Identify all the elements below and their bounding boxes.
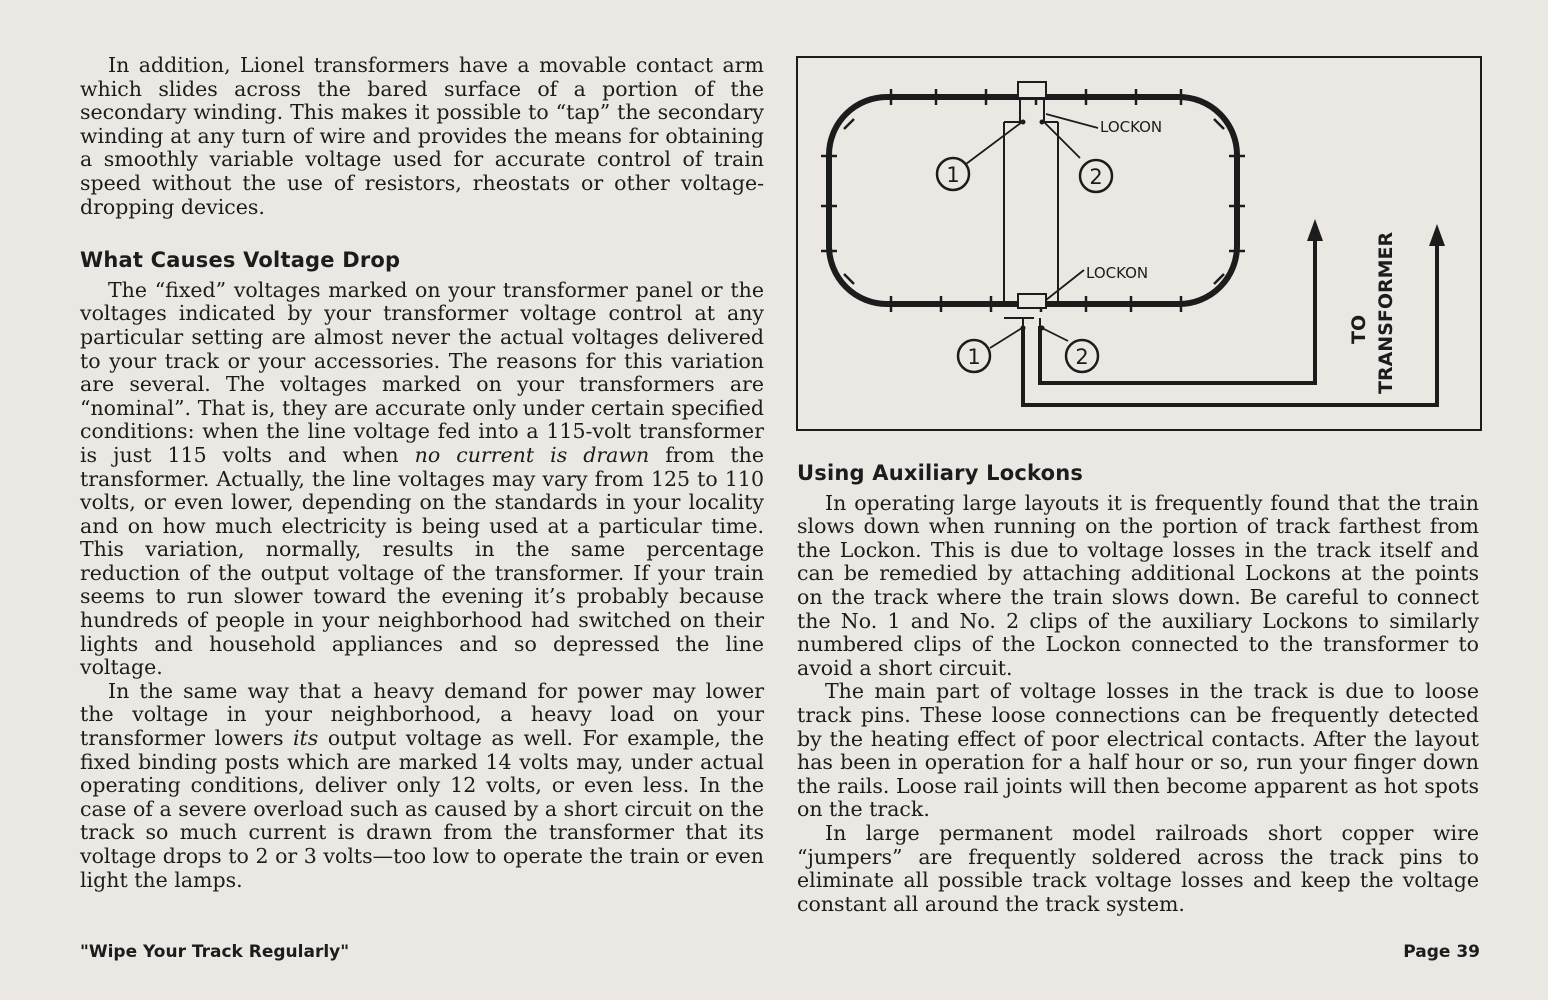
clip-marker-1-top: [937, 158, 969, 190]
footer-tagline: "Wipe Your Track Regularly": [80, 942, 350, 962]
svg-text:1: 1: [946, 163, 960, 187]
emphasis-no-current: no current is drawn: [414, 442, 650, 467]
track-ties: [821, 89, 1245, 312]
leader-lines: [966, 114, 1098, 348]
page-number: Page 39: [1403, 942, 1480, 962]
svg-text:1: 1: [967, 345, 981, 369]
svg-text:2: 2: [1075, 345, 1089, 369]
clip-marker-2-bottom: [1066, 340, 1098, 372]
right-column: [797, 462, 1479, 916]
voltage-drop-paragraph-1: The “fixed” voltages marked on your transformer panel or the voltages indicated by your transformer voltage control at any particular setting are almost never the actual voltages delivered to your track or your accessories. The reasons for this variation are several. The voltages marked on your transformers are “nominal”. That is, they are accurate only under certain specified conditions: when the line voltage fed into a 115-volt transformer is just 115 volts and when no current is drawn from the transformer. Actually, the line voltages may vary from 125 to 110 volts, or even lower, depending on the standards in your locality and on how much electricity is being used at a particular time. This variation, normally, results in the same percentage reduction of the output voltage of the transformer. If your train seems to run slower toward the evening it’s probably because hundreds of people in your neighborhood had switched on their lights and household appliances and so depressed the line voltage.: [80, 277, 764, 680]
arrow-up-left: [1307, 219, 1323, 241]
heading-voltage-drop: What Causes Voltage Drop: [80, 248, 401, 273]
lockons-paragraph-2: The main part of voltage losses in the track is due to loose track pins. These loose connections can be frequently detected by the heating effect of poor electrical contacts. After the layout has been in operation for a half hour or so, run your finger down the rails. Loose rail joints will then become apparent as hot spots on the track.: [797, 679, 1479, 822]
emphasis-its: its: [293, 726, 319, 751]
label-to: TO: [1348, 314, 1370, 344]
label-transformer: TRANSFORMER: [1375, 231, 1397, 394]
svg-text:2: 2: [1089, 165, 1103, 189]
clip-marker-2-top: [1080, 160, 1112, 192]
lockon-wiring-diagram: [796, 56, 1482, 431]
track-loop: [829, 97, 1237, 304]
left-column: [80, 54, 764, 892]
intro-paragraph: In addition, Lionel transformers have a movable contact arm which slides across the bared surface of a portion of the secondary winding. This makes it possible to “tap” the secondary winding at any turn of wire and provides the means for obtaining a smoothly variable voltage used for accurate control of train speed without the use of resistors, rheostats or other voltage-dropping devices.: [80, 53, 764, 219]
lockons-paragraph-3: In large permanent model railroads short copper wire “jumpers” are frequently soldered across the track pins to eliminate all possible track voltage losses and keep the voltage constant all around the track system.: [797, 820, 1479, 916]
heading-auxiliary-lockons: Using Auxiliary Lockons: [797, 461, 1084, 485]
voltage-drop-paragraph-2: In the same way that a heavy demand for power may lower the voltage in your neighborhood, a heavy load on your transformer lowers its output voltage as well. For example, the fixed binding posts which are marked 14 volts may, under actual operating conditions, deliver only 12 volts, or even less. In the case of a severe overload such as caused by a short circuit on the track so much current is drawn from the transformer that its voltage drops to 2 or 3 volts—too low to operate the train or even light the lamps.: [80, 678, 764, 892]
lockons-paragraph-1: In operating large layouts it is frequently found that the train slows down when running on the portion of track farthest from the Lockon. This is due to voltage losses in the track itself and can be remedied by attaching additional Lockons at the points on the track where the train slows down. Be careful to connect the No. 1 and No. 2 clips of the auxiliary Lockons to similarly numbered clips of the Lockon connected to the transformer to avoid a short circuit.: [797, 490, 1479, 680]
arrow-up-right: [1429, 224, 1445, 246]
clip-marker-1-bottom: [958, 340, 990, 372]
label-lockon-top: LOCKON: [1100, 118, 1163, 136]
label-lockon-bottom: LOCKON: [1086, 264, 1149, 282]
